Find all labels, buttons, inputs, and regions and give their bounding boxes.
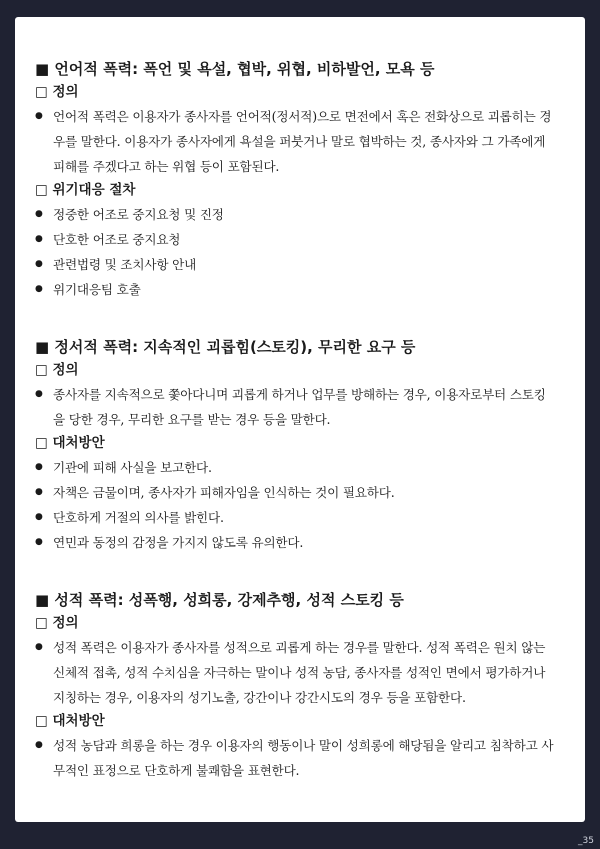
list-item: ● 단호한 어조로 중지요청 bbox=[35, 227, 555, 252]
subsection-definition: □ 정의 bbox=[35, 84, 79, 100]
list-item: ● 연민과 동정의 감정을 가지지 않도록 유의한다. bbox=[35, 530, 555, 555]
list-item: ● 정중한 어조로 중지요청 및 진정 bbox=[35, 202, 555, 227]
list-item: ● 자책은 금물이며, 종사자가 피해자임을 인식하는 것이 필요하다. bbox=[35, 480, 555, 505]
list-item: ● 종사자를 지속적으로 쫓아다니며 괴롭게 하거나 업무를 방해하는 경우, 이용자로부터 스토킹을 당한 경우, 무리한 요구를 받는 경우 등을 말한다. bbox=[35, 382, 555, 432]
definition-list bbox=[35, 104, 555, 179]
subsection-definition: □ 정의 bbox=[35, 615, 79, 631]
document-page bbox=[15, 17, 585, 822]
list-item: ● 성적 폭력은 이용자가 종사자를 성적으로 괴롭게 하는 경우를 말한다. 성적 폭력은 원치 않는 신체적 접촉, 성적 수치심을 자극하는 말이나 성적 농담, 종사자를 성적인 면에서 평가하거나 지칭하는 경우, 이용자의 성기노출, 강간이나 강간시도의 경우 등을 포함한다. bbox=[35, 635, 555, 710]
list-item: ● 기관에 피해 사실을 보고한다. bbox=[35, 455, 555, 480]
response-list bbox=[35, 733, 555, 783]
definition-list bbox=[35, 382, 555, 432]
list-item: ● 언어적 폭력은 이용자가 종사자를 언어적(정서적)으로 면전에서 혹은 전화상으로 괴롭히는 경우를 말한다. 이용자가 종사자에게 욕설을 퍼붓거나 말로 협박하는 것, 종사자와 그 가족에게 피해를 주겠다고 하는 위협 등이 포함된다. bbox=[35, 104, 555, 179]
section-sexual-violence bbox=[35, 589, 555, 783]
list-item: ● 단호하게 거절의 의사를 밝힌다. bbox=[35, 505, 555, 530]
list-item: ● 성적 농담과 희롱을 하는 경우 이용자의 행동이나 말이 성희롱에 해당됨을 알리고 침착하고 사무적인 표정으로 단호하게 불쾌함을 표현한다. bbox=[35, 733, 555, 783]
subsection-response-plan: □ 대처방안 bbox=[35, 713, 105, 729]
response-list bbox=[35, 455, 555, 555]
section-emotional-violence bbox=[35, 336, 555, 555]
list-item: ● 위기대응팀 호출 bbox=[35, 277, 555, 302]
definition-list bbox=[35, 635, 555, 710]
section-title: ■ 정서적 폭력: 지속적인 괴롭힘(스토킹), 무리한 요구 등 bbox=[35, 338, 416, 356]
procedure-list bbox=[35, 202, 555, 302]
section-title: ■ 성적 폭력: 성폭행, 성희롱, 강제추행, 성적 스토킹 등 bbox=[35, 591, 404, 609]
subsection-definition: □ 정의 bbox=[35, 362, 79, 378]
list-item: ● 관련법령 및 조치사항 안내 bbox=[35, 252, 555, 277]
section-title: ■ 언어적 폭력: 폭언 및 욕설, 협박, 위협, 비하발언, 모욕 등 bbox=[35, 60, 435, 78]
subsection-crisis-procedure: □ 위기대응 절차 bbox=[35, 182, 136, 198]
subsection-response-plan: □ 대처방안 bbox=[35, 435, 105, 451]
section-verbal-violence bbox=[35, 58, 555, 302]
page-number: _35 bbox=[578, 836, 594, 846]
